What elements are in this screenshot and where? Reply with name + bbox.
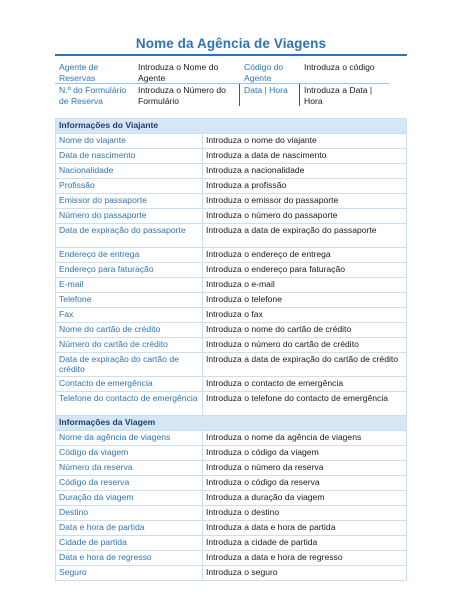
field-value[interactable]: Introduza o contacto de emergência [203,377,407,392]
header-info-grid [55,62,389,106]
field-value[interactable]: Introduza o destino [203,506,407,521]
field-value[interactable]: Introduza a nacionalidade [203,164,407,179]
table-row [56,431,407,446]
field-label: Data e hora de regresso [56,551,203,566]
table-row [56,536,407,551]
agent-value[interactable]: Introduza o Nome do Agente [134,62,240,84]
table-row [56,521,407,536]
field-label: Número da reserva [56,461,203,476]
field-label: Endereço de entrega [56,248,203,263]
table-row [56,392,407,416]
table-row [56,194,407,209]
table-row [56,506,407,521]
field-value[interactable]: Introduza o seguro [203,566,407,581]
agent-code-label: Código do Agente [240,62,300,84]
title-divider [55,54,407,56]
table-row [56,338,407,353]
table-row [56,446,407,461]
field-value[interactable]: Introduza a cidade de partida [203,536,407,551]
table-row [56,209,407,224]
field-label: Nome do cartão de crédito [56,323,203,338]
agent-label: Agente de Reservas [55,62,134,84]
field-label: Código da viagem [56,446,203,461]
field-value[interactable]: Introduza o nome do cartão de crédito [203,323,407,338]
field-value[interactable]: Introduza o nome da agência de viagens [203,431,407,446]
table-row [56,491,407,506]
field-value[interactable]: Introduza o e-mail [203,278,407,293]
field-value[interactable]: Introduza a data de expiração do passaporte [203,224,407,248]
field-label: Duração da viagem [56,491,203,506]
table-row [56,164,407,179]
field-value[interactable]: Introduza a duração da viagem [203,491,407,506]
table-row [56,476,407,491]
field-label: Fax [56,308,203,323]
field-label: Código da reserva [56,476,203,491]
field-value[interactable]: Introduza o endereço de entrega [203,248,407,263]
field-value[interactable]: Introduza o fax [203,308,407,323]
table-row [56,377,407,392]
table-row [56,566,407,581]
field-value[interactable]: Introduza o código da reserva [203,476,407,491]
field-label: Contacto de emergência [56,377,203,392]
table-row [56,179,407,194]
table-row [56,248,407,263]
datetime-label: Data | Hora [240,84,300,106]
agent-code-value[interactable]: Introduza o código [300,62,389,84]
table-row [56,353,407,377]
field-value[interactable]: Introduza a profissão [203,179,407,194]
field-value[interactable]: Introduza o número do cartão de crédito [203,338,407,353]
field-label: Destino [56,506,203,521]
field-label: Data e hora de partida [56,521,203,536]
field-value[interactable]: Introduza o telefone do contacto de emergência [203,392,407,416]
field-label: Nome do viajante [56,134,203,149]
table-row [56,293,407,308]
table-row [56,323,407,338]
form-number-label: N.º do Formulário de Reserva [59,85,127,106]
field-label: Data de expiração do passaporte [56,224,203,248]
field-label: Emissor do passaporte [56,194,203,209]
table-row [56,224,407,248]
section-title: Informações do Viajante [56,119,407,134]
field-value[interactable]: Introduza o nome do viajante [203,134,407,149]
field-label: Data de nascimento [56,149,203,164]
reservation-table [55,118,407,581]
table-row [56,461,407,476]
field-value[interactable]: Introduza a data e hora de regresso [203,551,407,566]
field-value[interactable]: Introduza o número da reserva [203,461,407,476]
table-row [56,149,407,164]
field-value[interactable]: Introduza o telefone [203,293,407,308]
field-label: Nome da agência de viagens [56,431,203,446]
form-number-value[interactable]: Introduza o Número do Formulário [134,84,240,106]
field-label: Número do passaporte [56,209,203,224]
section-header [56,119,407,134]
field-label: E-mail [56,278,203,293]
table-row [56,263,407,278]
field-label: Seguro [56,566,203,581]
field-label: Profissão [56,179,203,194]
field-label: Cidade de partida [56,536,203,551]
table-row [56,134,407,149]
table-row [56,308,407,323]
table-row [56,278,407,293]
field-value[interactable]: Introduza o número do passaporte [203,209,407,224]
table-row [56,551,407,566]
field-label: Endereço para faturação [56,263,203,278]
field-value[interactable]: Introduza o emissor do passaporte [203,194,407,209]
field-label: Data de expiração do cartão de crédito [56,353,203,377]
field-label: Telefone [56,293,203,308]
section-header [56,416,407,431]
field-label: Número do cartão de crédito [56,338,203,353]
field-value[interactable]: Introduza a data e hora de partida [203,521,407,536]
field-value[interactable]: Introduza a data de expiração do cartão de crédito [203,353,407,377]
field-value[interactable]: Introduza o código da viagem [203,446,407,461]
section-title: Informações da Viagem [56,416,407,431]
page-title: Nome da Agência de Viagens [135,36,327,51]
datetime-value[interactable]: Introduza a Data | Hora [304,85,373,106]
field-label: Telefone do contacto de emergência [56,392,203,416]
field-value[interactable]: Introduza a data de nascimento [203,149,407,164]
field-label: Nacionalidade [56,164,203,179]
field-value[interactable]: Introduza o endereço para faturação [203,263,407,278]
